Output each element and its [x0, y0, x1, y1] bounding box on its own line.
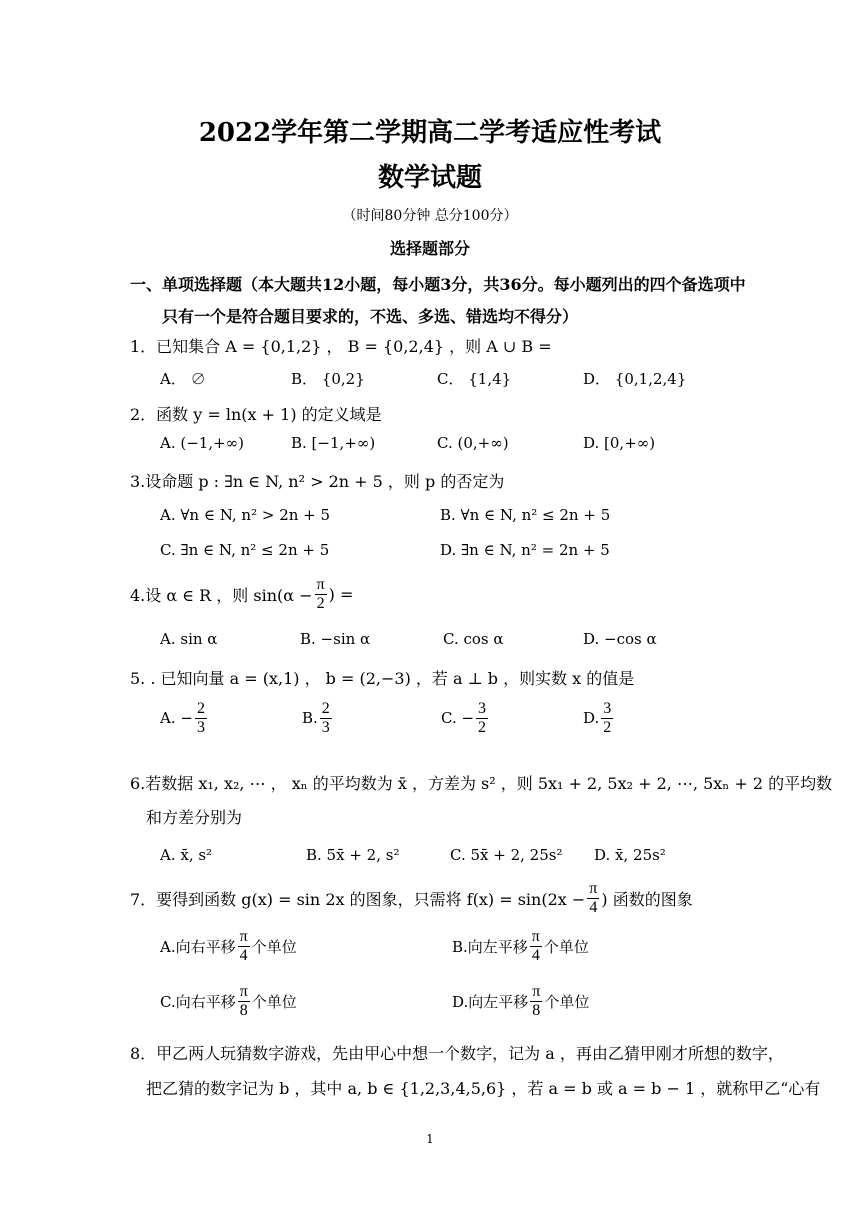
fraction — [320, 700, 332, 736]
option-unit: 个单位 — [543, 937, 589, 956]
question-6-option-b: B. 5x̄ + 2, s² — [306, 846, 400, 864]
option-label: A. − — [160, 709, 193, 728]
option-label: A.向右平移 — [160, 937, 236, 956]
question-1-stem: 1．已知集合 A = {0,1,2} ， B = {0,2,4} ，则 A ∪ B = — [130, 337, 552, 356]
fraction-denominator: 2 — [603, 718, 612, 736]
question-3-option-c: C. ∃n ∈ N, n² ≤ 2n + 5 — [160, 541, 330, 559]
fraction-numerator: π — [239, 928, 248, 945]
fraction-numerator: 2 — [196, 700, 205, 717]
option-unit: 个单位 — [251, 937, 297, 956]
section-heading: 选择题部分 — [389, 239, 470, 258]
question-2-option-a: A. (−1,+∞) — [160, 434, 245, 452]
question-2-stem: 2．函数 y = ln(x + 1) 的定义域是 — [130, 405, 382, 424]
fraction-denominator: 8 — [532, 1001, 541, 1019]
exam-subject: 数学试题 — [377, 163, 482, 193]
pi-over-2-fraction — [315, 576, 327, 612]
question-5-option-c — [441, 700, 490, 736]
fraction-numerator: π — [316, 576, 325, 593]
fraction-denominator: 3 — [321, 718, 330, 736]
question-7-option-a — [160, 928, 297, 964]
question-8-stem-line-1: 8．甲乙两人玩猜数字游戏，先由甲心中想一个数字，记为 a ，再由乙猜甲刚才所想的数字， — [130, 1044, 784, 1063]
question-3-option-a: A. ∀n ∈ N, n² > 2n + 5 — [160, 506, 331, 524]
question-3-stem: 3.设命题 p : ∃n ∈ N, n² > 2n + 5 ，则 p 的否定为 — [130, 472, 505, 491]
page-number: 1 — [426, 1132, 434, 1146]
pi-over-4-fraction — [587, 880, 599, 916]
fraction — [601, 700, 613, 736]
option-label: C.向右平移 — [160, 992, 236, 1011]
question-2-option-b: B. [−1,+∞) — [291, 434, 376, 452]
fraction-denominator: 2 — [478, 718, 487, 736]
question-5-stem: 5. . 已知向量 a = (x,1) ， b = (2,−3) ，若 a ⊥ b ，则实数 x 的值是 — [130, 669, 635, 688]
question-6-option-d: D. x̄, 25s² — [594, 846, 666, 864]
question-7-stem — [130, 880, 693, 916]
question-4-stem-start: 4.设 α ∈ R ，则 sin(α − — [130, 585, 313, 605]
question-8-stem-line-2: 把乙猜的数字记为 b ，其中 a, b ∈ {1,2,3,4,5,6} ，若 a = b 或 a = b − 1 ，就称甲乙“心有 — [146, 1079, 821, 1098]
fraction — [195, 700, 207, 736]
fraction-denominator: 4 — [589, 898, 598, 916]
part1-instructions-1: 一、单项选择题（本大题共12小题，每小题3分，共36分。每小题列出的四个备选项中 — [130, 275, 746, 294]
fraction-numerator: 2 — [321, 700, 330, 717]
question-5-option-a — [160, 700, 209, 736]
question-6-option-a: A. x̄, s² — [160, 846, 213, 864]
question-4-stem — [130, 576, 353, 612]
question-1-option-b: B． {0,2} — [291, 370, 365, 388]
fraction-numerator: 3 — [478, 700, 487, 717]
question-1-option-a: A． ∅ — [160, 370, 206, 388]
fraction-denominator: 3 — [196, 718, 205, 736]
fraction — [238, 983, 250, 1019]
option-unit: 个单位 — [544, 992, 590, 1011]
fraction — [476, 700, 488, 736]
option-label: D. — [583, 709, 600, 728]
question-1-option-c: C． {1,4} — [437, 370, 512, 388]
question-3-option-d: D. ∃n ∈ N, n² = 2n + 5 — [440, 541, 610, 559]
question-7-option-b — [452, 928, 589, 964]
question-2-option-c: C. (0,+∞) — [437, 434, 509, 452]
question-7-option-d — [452, 983, 589, 1019]
question-4-stem-end: ) = — [328, 584, 354, 604]
option-label: D.向左平移 — [452, 992, 529, 1011]
option-unit: 个单位 — [251, 992, 297, 1011]
question-3-option-b: B. ∀n ∈ N, n² ≤ 2n + 5 — [440, 506, 611, 524]
question-2-option-d: D. [0,+∞) — [583, 434, 656, 452]
question-6-stem: 6.若数据 x₁, x₂, ⋯ ， xₙ 的平均数为 x̄ ，方差为 s² ，则 5x₁ + 2, 5x₂ + 2, ⋯, 5xₙ + 2 的平均数 — [130, 774, 833, 793]
fraction-denominator: 2 — [316, 594, 325, 612]
option-label: B. — [302, 709, 318, 728]
fraction — [238, 928, 250, 964]
fraction-denominator: 4 — [531, 946, 540, 964]
option-label: B.向左平移 — [452, 937, 528, 956]
exam-title: 2022学年第二学期高二学考适应性考试 — [198, 118, 662, 148]
question-7-stem-start: 7．要得到函数 g(x) = sin 2x 的图象，只需将 f(x) = sin(2x − — [130, 889, 586, 909]
question-6-stem-continued: 和方差分别为 — [146, 808, 243, 827]
question-4-option-b: B. −sin α — [300, 630, 371, 648]
question-7-option-c — [160, 983, 297, 1019]
option-label: C. − — [441, 709, 475, 728]
fraction-numerator: π — [589, 880, 598, 897]
question-6-option-c: C. 5x̄ + 2, 25s² — [450, 846, 563, 864]
fraction — [530, 983, 542, 1019]
fraction-numerator: π — [532, 983, 541, 1000]
question-4-option-a: A. sin α — [160, 630, 218, 648]
question-5-option-b — [302, 700, 334, 736]
fraction-denominator: 8 — [239, 1001, 248, 1019]
question-7-stem-end: ) 函数的图象 — [601, 889, 693, 909]
fraction-numerator: 3 — [603, 700, 612, 717]
fraction — [530, 928, 542, 964]
fraction-denominator: 4 — [239, 946, 248, 964]
question-4-option-d: D. −cos α — [583, 630, 657, 648]
question-1-option-d: D． {0,1,2,4} — [583, 370, 687, 388]
exam-time-score: （时间80分钟 总分100分） — [342, 208, 518, 224]
question-4-option-c: C. cos α — [443, 630, 504, 648]
fraction-numerator: π — [239, 983, 248, 1000]
part1-instructions-2: 只有一个是符合题目要求的，不选、多选、错选均不得分） — [162, 307, 579, 326]
question-5-option-d — [583, 700, 615, 736]
fraction-numerator: π — [531, 928, 540, 945]
